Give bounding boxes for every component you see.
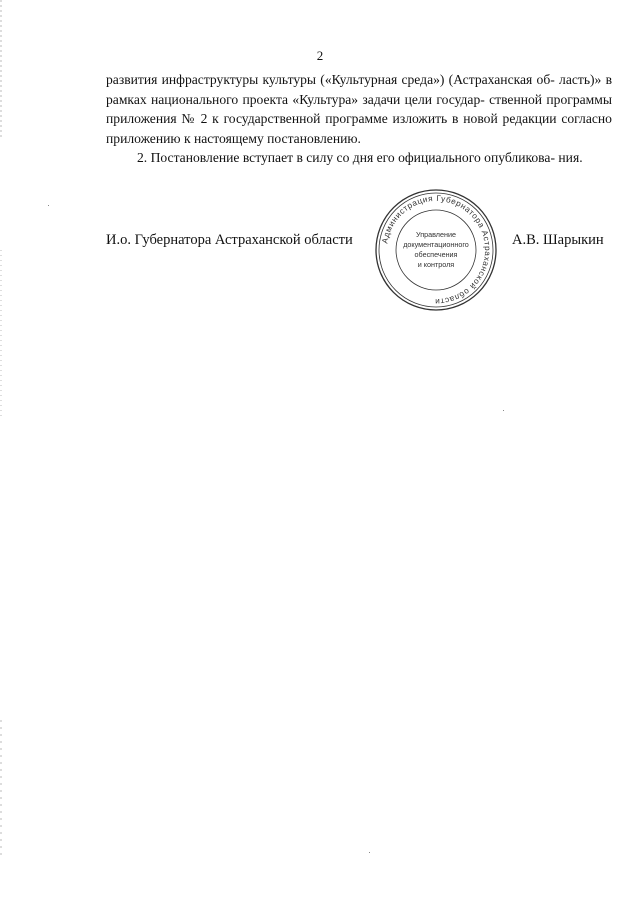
scan-speck bbox=[503, 410, 504, 411]
text-line: 2. Постановление вступает в силу со дня его официального опубликова- bbox=[137, 150, 555, 165]
stamp-inner-line-4: и контроля bbox=[417, 260, 455, 269]
margin-scan-marks bbox=[0, 0, 2, 905]
scan-speck bbox=[369, 852, 370, 853]
body-text bbox=[106, 70, 612, 168]
scan-speck bbox=[48, 205, 49, 206]
stamp-inner-line-2: документационного bbox=[403, 240, 469, 249]
paragraph-2 bbox=[106, 148, 612, 168]
stamp-inner-line-1: Управление bbox=[416, 230, 456, 239]
official-stamp bbox=[374, 188, 498, 312]
page-number: 2 bbox=[316, 48, 324, 63]
text-line: ния. bbox=[558, 150, 583, 165]
signer-title: И.о. Губернатора Астраханской области bbox=[106, 232, 353, 248]
stamp-outer-text: Администрация Губернатора Астраханской области bbox=[380, 193, 493, 307]
text-line: развития инфраструктуры культуры («Культурная среда») (Астраханская об- bbox=[106, 72, 555, 87]
scan-line-decoration bbox=[0, 0, 2, 905]
text-line: в новой редакции согласно приложению к настоящему постановлению. bbox=[106, 111, 612, 146]
stamp-inner-line-3: обеспечения bbox=[414, 250, 458, 259]
paragraph-1 bbox=[106, 70, 612, 148]
text-line: ласть)» в рамках национального проекта «Культура» задачи цели государ- bbox=[106, 72, 613, 107]
signer-name: А.В. Шарыкин bbox=[512, 232, 604, 248]
text-line: ственной программы приложения № 2 к государственной программе изложить bbox=[106, 91, 613, 126]
